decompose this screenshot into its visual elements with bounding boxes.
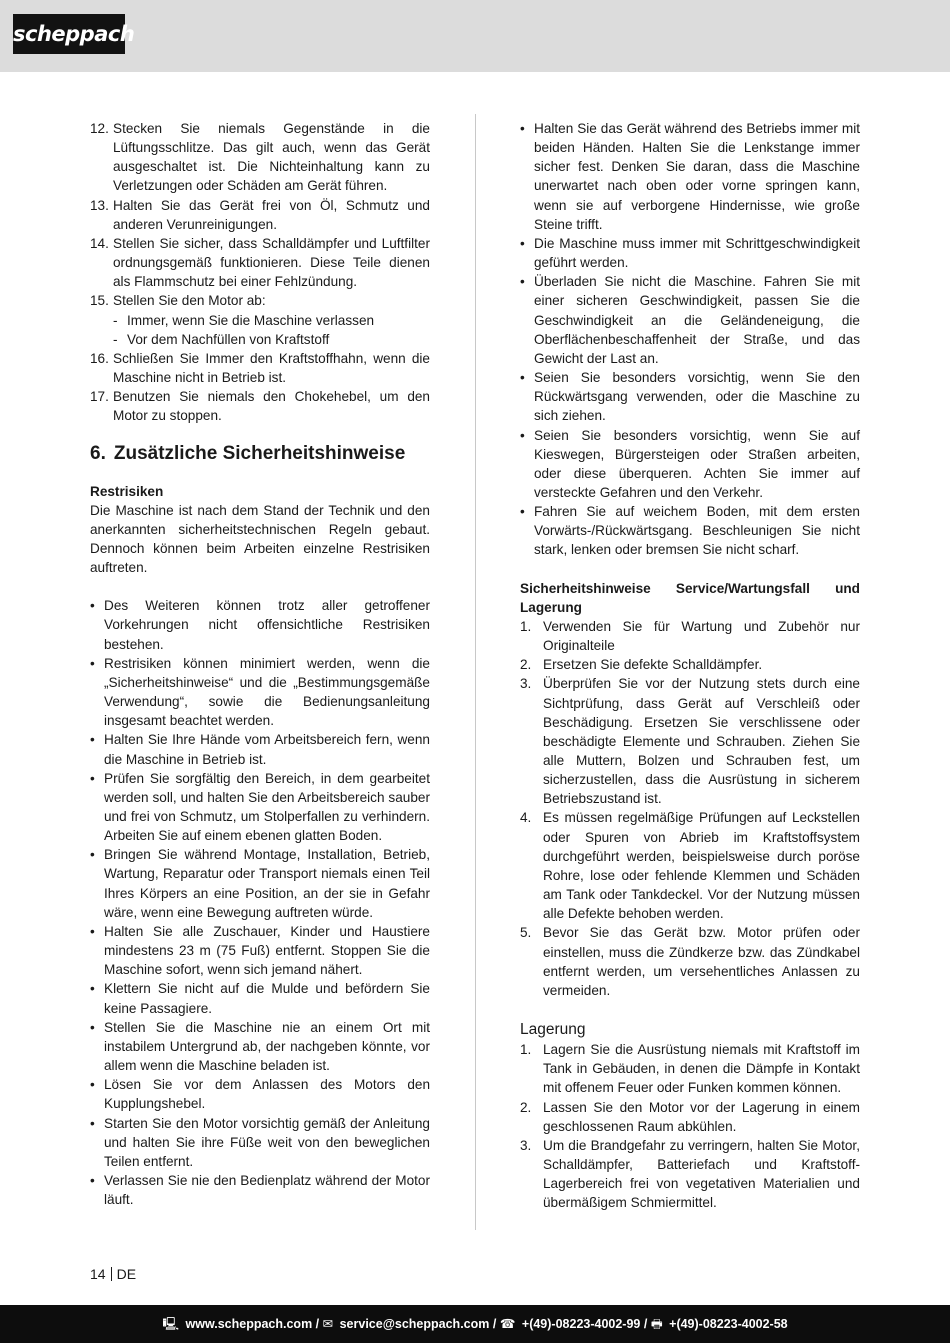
footer-fax: +(49)-08223-4002-58: [669, 1317, 788, 1331]
page-language: DE: [116, 1266, 137, 1282]
bullet-item-text: Prüfen Sie sorgfältig den Bereich, in dem gearbeitet werden soll, und halten Sie den Arbeitsbereich sauber und frei von Schmutz, um Stolperfallen zu verhindern. Arbeiten Sie auf einem ebenen glatten Boden.: [104, 770, 430, 844]
list-item-text: Lagern Sie die Ausrüstung niemals mit Kraftstoff im Tank in Gebäuden, in denen die Dämpfe in Kontakt mit offenem Feuer oder Funken kommen können.: [543, 1042, 860, 1096]
bullet-item-text: Restrisiken können minimiert werden, wenn die „Sicherheitshinweise“ und die „Bestimmungsgemäße Verwendung“, sowie die Bedienungsanleitung insgesamt beachtet werden.: [104, 655, 430, 729]
scheppach-logo: scheppach: [13, 14, 125, 54]
footer-separator: /: [492, 1317, 497, 1331]
bullet-marker: •: [90, 1077, 95, 1093]
list-item-text: Ersetzen Sie defekte Schalldämpfer.: [543, 657, 763, 673]
footer-email[interactable]: service@scheppach.com: [339, 1317, 490, 1331]
safety-bullet-list: [520, 119, 860, 560]
list-item-number: 4.: [520, 810, 532, 826]
lagerung-title: Lagerung: [520, 1021, 586, 1039]
bullet-item: [90, 1018, 430, 1075]
footer-website[interactable]: www.scheppach.com: [185, 1317, 313, 1331]
page-number: [90, 1265, 136, 1283]
list-item-number: 3.: [520, 1137, 532, 1153]
bullet-item: [90, 845, 430, 922]
bullet-item: [90, 730, 430, 768]
bullet-item-text: Die Maschine muss immer mit Schrittgeschwindigkeit geführt werden.: [534, 235, 860, 271]
right-column: [520, 119, 860, 1212]
column-divider: [475, 114, 476, 1230]
bullet-item: [520, 234, 860, 272]
bullet-item-text: Seien Sie besonders vorsichtig, wenn Sie auf Kieswegen, Bürgersteigen oder Straßen arbeiten, oder diese überqueren. Achten Sie immer auf versteckte Gefahren und den Verkehr.: [534, 427, 860, 500]
numbered-list-1: [90, 119, 430, 311]
list-item: [520, 808, 860, 923]
restrisiken-title: Restrisiken: [90, 483, 164, 499]
bullet-item: [520, 368, 860, 425]
bullet-item-text: Halten Sie alle Zuschauer, Kinder und Haustiere mindestens 23 m (75 Fuß) entfernt. Stoppen Sie die Maschine sofort, wenn sich jemand nähert.: [104, 923, 430, 978]
list-item-number: 15.: [90, 293, 109, 309]
numbered-list-2: [90, 349, 430, 426]
bullet-item: [90, 922, 430, 979]
left-column: [90, 119, 430, 1209]
bullet-marker: •: [520, 235, 525, 251]
dash-marker: -: [113, 312, 118, 328]
bullet-item-text: Fahren Sie auf weichem Boden, mit dem ersten Vorwärts-/Rückwärtsgang. Beschleunigen Sie nicht stark, lenken oder bremsen Sie nicht scharf.: [534, 504, 860, 558]
list-item-text: Bevor Sie das Gerät bzw. Motor prüfen oder einstellen, muss die Zündkerze bzw. das Zündkabel entfernt werden, um versehentliches Anlassen zu vermeiden.: [543, 925, 860, 998]
mail-icon: ✉: [322, 1317, 334, 1331]
bullet-marker: •: [90, 923, 95, 939]
section-number: 6.: [90, 442, 106, 464]
page-header: [0, 0, 950, 72]
list-item-number: 16.: [90, 350, 109, 366]
bullet-marker: •: [520, 370, 525, 386]
list-item: [520, 923, 860, 1000]
list-item-text: Lassen Sie den Motor vor der Lagerung in einem geschlossenen Raum abkühlen.: [543, 1099, 860, 1134]
list-item-text: Benutzen Sie niemals den Chokehebel, um den Motor zu stoppen.: [113, 389, 430, 424]
bullet-item: [90, 1114, 430, 1171]
section-title: Zusätzliche Sicherheitshinweise: [113, 442, 406, 464]
bullet-item: [90, 1075, 430, 1113]
bullet-marker: •: [90, 1019, 95, 1035]
page-number-value: 14: [90, 1266, 106, 1282]
bullet-item: [90, 654, 430, 731]
bullet-item-text: Überladen Sie nicht die Maschine. Fahren Sie mit einer sicheren Geschwindigkeit, passen Sie die Geschwindigkeit an die Geländeneigung, die Oberflächenbeschaffenheit der Straße, und das Gewicht der Last an.: [534, 274, 860, 366]
computer-icon: 🖳: [162, 1317, 180, 1331]
restrisiken-bullet-list: [90, 596, 430, 1209]
bullet-item: [520, 426, 860, 503]
page-number-separator: [111, 1267, 112, 1281]
bullet-marker: •: [90, 1172, 95, 1188]
bullet-item: [90, 769, 430, 846]
list-item: [90, 196, 430, 234]
bullet-item-text: Starten Sie den Motor vorsichtig gemäß der Anleitung und halten Sie ihre Füße weit von den beweglichen Teilen entfernt.: [104, 1115, 430, 1169]
bullet-marker: •: [90, 598, 95, 614]
list-item: [520, 1098, 860, 1136]
list-item-number: 17.: [90, 389, 109, 405]
sub-list-15: [90, 311, 430, 349]
bullet-item: [520, 502, 860, 559]
bullet-marker: •: [90, 655, 95, 671]
list-item-number: 3.: [520, 676, 532, 692]
section-heading: [90, 442, 430, 466]
bullet-item: [90, 596, 430, 653]
list-item: [90, 119, 430, 196]
list-item-number: 5.: [520, 925, 532, 941]
bullet-marker: •: [90, 1115, 95, 1131]
list-item: [520, 655, 860, 674]
list-item-text: Verwenden Sie für Wartung und Zubehör nur Originalteile: [543, 618, 860, 654]
list-item: [90, 387, 430, 425]
sub-list-item-text: Vor dem Nachfüllen von Kraftstoff: [127, 331, 330, 347]
list-item-number: 2.: [520, 657, 532, 673]
footer-phone: +(49)-08223-4002-99: [521, 1317, 641, 1331]
bullet-marker: •: [90, 732, 95, 748]
bullet-item: [520, 119, 860, 234]
phone-icon: ☎: [499, 1317, 516, 1331]
footer-separator: /: [643, 1317, 648, 1331]
list-item: [520, 1136, 860, 1213]
sub-list-item-text: Immer, wenn Sie die Maschine verlassen: [127, 312, 375, 328]
list-item: [520, 674, 860, 808]
sub-list-item: [90, 311, 430, 330]
service-title: Sicherheitshinweise Service/Wartungsfall und Lagerung: [520, 580, 860, 615]
list-item: [90, 349, 430, 387]
list-item-text: Überprüfen Sie vor der Nutzung stets durch eine Sichtprüfung, dass Gerät auf Verschleiß oder Beschädigung. Ersetzen Sie verschlissene oder beschädigte Elemente und Schrauben. Ziehen Sie alle Muttern, Bolzen und Schrauben fest, um sicherzustellen, dass die Ausrüstung in sicherem Betriebszustand ist.: [543, 676, 860, 807]
list-item-number: 12.: [90, 121, 109, 136]
list-item-number: 13.: [90, 197, 109, 213]
bullet-item-text: Lösen Sie vor dem Anlassen des Motors den Kupplungshebel.: [104, 1077, 430, 1112]
list-item-text: Stellen Sie den Motor ab:: [113, 293, 266, 309]
list-item-text: Um die Brandgefahr zu verringern, halten Sie Motor, Schalldämpfer, Batteriefach und Kraftstoff-Lagerbereich frei von vegetativen Materialien und übermäßigem Schmiermittel.: [543, 1137, 860, 1211]
list-item-number: 2.: [520, 1099, 532, 1115]
bullet-item-text: Des Weiteren können trotz aller getroffener Vorkehrungen nicht offensichtliche Restrisiken bestehen.: [104, 598, 430, 652]
list-item: [520, 617, 860, 655]
bullet-marker: •: [90, 847, 95, 863]
bullet-marker: •: [520, 504, 525, 520]
bullet-item-text: Halten Sie Ihre Hände vom Arbeitsbereich fern, wenn die Maschine in Betrieb ist.: [104, 732, 430, 767]
list-item: [90, 234, 430, 291]
page-footer: [0, 1305, 950, 1343]
bullet-marker: •: [90, 770, 95, 786]
list-item-text: Halten Sie das Gerät frei von Öl, Schmutz und anderen Verunreinigungen.: [113, 197, 430, 232]
bullet-item-text: Klettern Sie nicht auf die Mulde und befördern Sie keine Passagiere.: [104, 981, 430, 1016]
list-item: [90, 291, 430, 310]
service-list: [520, 617, 860, 1000]
lagerung-list: [520, 1040, 860, 1212]
list-item-number: 14.: [90, 235, 109, 251]
bullet-marker: •: [520, 121, 525, 136]
restrisiken-text: Die Maschine ist nach dem Stand der Technik und den anerkannten sicherheitstechnischen Regeln gebaut. Dennoch können beim Arbeiten einzelne Restrisiken auftreten.: [90, 502, 430, 576]
bullet-item-text: Stellen Sie die Maschine nie an einem Ort mit instabilem Untergrund ab, der nachgeben könnte, vor allem wenn die Maschine beladen ist.: [104, 1019, 430, 1074]
list-item-text: Stellen Sie sicher, dass Schalldämpfer und Luftfilter ordnungsgemäß funktionieren. Diese Teile dienen als Flammschutz bei einer Fehlzündung.: [113, 235, 430, 290]
footer-separator: /: [315, 1317, 320, 1331]
list-item-text: Stecken Sie niemals Gegenstände in die Lüftungsschlitze. Das gilt auch, wenn das Gerät ausgeschaltet ist. Die Nichteinhaltung kann zu Verletzungen oder Schäden am Gerät führen.: [113, 121, 430, 194]
list-item-text: Es müssen regelmäßige Prüfungen auf Leckstellen oder Spuren von Abrieb im Kraftstoffsystem durchgeführt werden, beispielsweise durch poröse Rohre, lose oder fehlende Klemmen und Schäden am Tank oder Tankdeckel. Vor der Nutzung müssen alle Defekte behoben werden.: [543, 810, 860, 922]
bullet-item-text: Seien Sie besonders vorsichtig, wenn Sie den Rückwärtsgang verwenden, oder die Maschine zu sich ziehen.: [534, 370, 860, 424]
dash-marker: -: [113, 331, 118, 347]
bullet-item: [90, 1171, 430, 1209]
bullet-item-text: Verlassen Sie nie den Bedienplatz während der Motor läuft.: [104, 1172, 430, 1208]
bullet-item: [90, 979, 430, 1017]
bullet-item-text: Bringen Sie während Montage, Installation, Betrieb, Wartung, Reparatur oder Transport niemals einen Teil Ihres Körpers an eine Position, an der sie in Gefahr wäre, wenn eine Bewegung auftreten würde.: [104, 847, 430, 920]
bullet-marker: •: [90, 981, 95, 997]
sub-list-item: [90, 330, 430, 349]
list-item-text: Schließen Sie Immer den Kraftstoffhahn, wenn die Maschine nicht in Betrieb ist.: [113, 350, 430, 386]
bullet-marker: •: [520, 427, 525, 443]
bullet-item: [520, 272, 860, 368]
list-item-number: 1.: [520, 1042, 532, 1058]
list-item-number: 1.: [520, 618, 532, 634]
fax-icon: 🖶: [650, 1317, 663, 1331]
bullet-marker: •: [520, 274, 525, 290]
list-item: [520, 1040, 860, 1097]
bullet-item-text: Halten Sie das Gerät während des Betriebs immer mit beiden Händen. Halten Sie die Lenkstange immer sicher fest. Denken Sie daran, dass die Maschine unerwartet nach oben oder vorne springen kann, wenn sie auf verborgene Hindernisse, wie große Steine trifft.: [534, 121, 860, 232]
